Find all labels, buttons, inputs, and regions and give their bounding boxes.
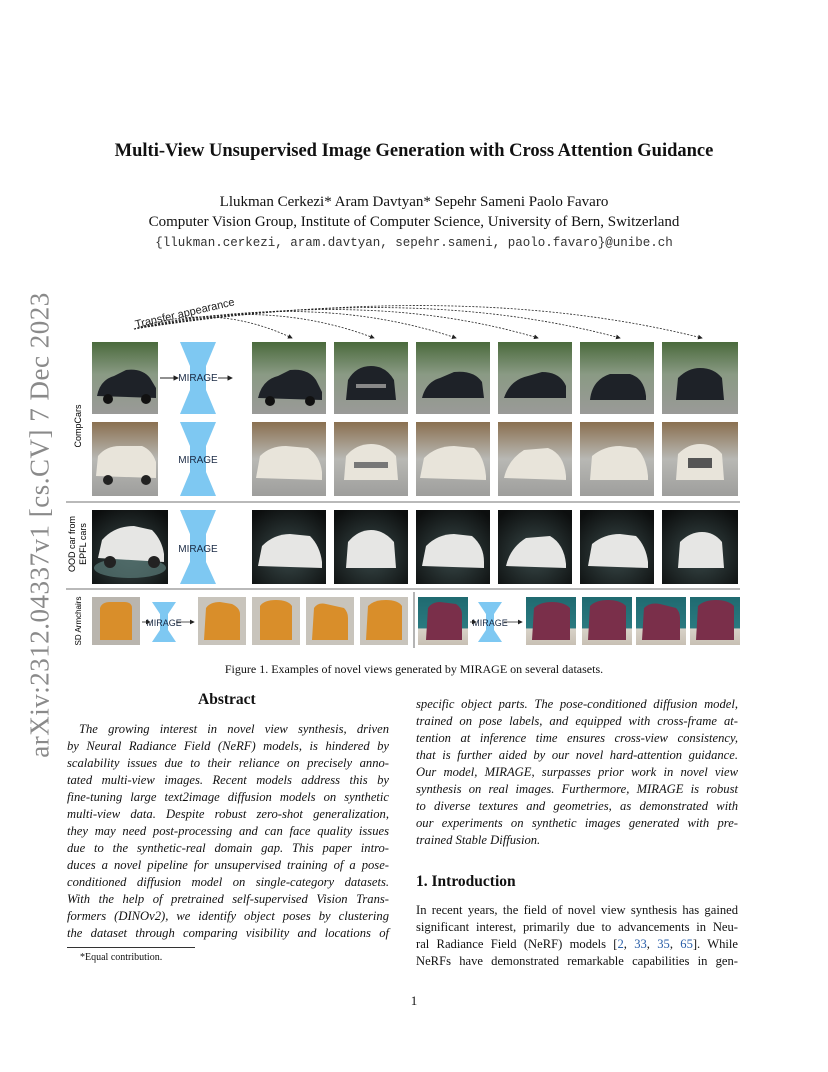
citation-link[interactable]: 65	[680, 937, 693, 951]
abstract-line: trained on pose labels, and equipped with cross-frame at-	[416, 714, 738, 728]
arxiv-id-text: arXiv:2312.04337v1 [cs.CV] 7 Dec 2023	[24, 292, 55, 758]
citation-link[interactable]: 2	[617, 937, 624, 951]
abstract-line: trained Stable Diffusion.	[416, 833, 541, 847]
citation-link[interactable]: 35	[657, 937, 670, 951]
abstract-line: tated multi-view images. Recent models address this by	[67, 773, 389, 787]
paper-emails: {llukman.cerkezi, aram.davtyan, sepehr.sameni, paolo.favaro}@unibe.ch	[155, 236, 673, 250]
abstract-line: fine-tuning large text2image diffusion models on synthetic	[67, 790, 389, 804]
abstract-line: they may need post-processing and can face quality issues	[67, 824, 389, 838]
intro-text: ral Radiance Field (NeRF) models [	[416, 937, 618, 951]
row-epfl-cars	[92, 510, 738, 584]
intro-text: ]. While	[692, 937, 739, 951]
abstract-heading: Abstract	[198, 691, 256, 708]
row-label-sd-armchairs: SD Armchairs	[74, 596, 83, 646]
abstract-line: Our model, MIRAGE, surpasses prior work in novel view	[416, 765, 738, 779]
abstract-line: by Neural Radiance Field (NeRF) models, is hindered by	[67, 739, 389, 753]
mirage-label: MIRAGE	[472, 618, 508, 628]
abstract-line: to diverse textures and geometries, as demonstrated with	[416, 799, 738, 813]
row-sd-armchairs	[92, 597, 740, 645]
figure-1	[64, 296, 744, 656]
figure-caption: Figure 1. Examples of novel views generated by MIRAGE on several datasets.	[224, 662, 604, 676]
abstract-line: formers (DINOv2), we identify object poses by clustering	[67, 909, 389, 923]
arxiv-identifier	[22, 290, 58, 760]
abstract-line: tention at inference time ensures cross-view consistency,	[416, 731, 738, 745]
transfer-appearance-label: Transfer appearance	[133, 296, 236, 331]
abstract-line: that is further aided by our novel hard-attention guidance.	[416, 748, 738, 762]
introduction-body	[416, 902, 738, 970]
abstract-line: the dataset through comparing visibility and locations of	[67, 926, 389, 940]
row-compcars-dark	[92, 342, 738, 414]
introduction-heading: 1. Introduction	[416, 873, 516, 890]
abstract-line: The growing interest in novel view synthesis, driven	[79, 722, 389, 736]
intro-line: ral Radiance Field (NeRF) models [2, 33, 35, 65]. While	[416, 937, 739, 951]
page-number: 1	[410, 993, 418, 1008]
abstract-line: specific object parts. The pose-conditioned diffusion model,	[416, 697, 738, 711]
abstract-line: duces a novel pipeline for unsupervised training of a pose-	[67, 858, 389, 872]
row-compcars-white	[92, 422, 738, 496]
paper-affiliation: Computer Vision Group, Institute of Computer Science, University of Bern, Switzerland	[148, 214, 680, 230]
abstract-line: our experiments on synthetic images generated with pre-	[416, 816, 738, 830]
abstract-line: synthesis on real images. Furthermore, MIRAGE is robust	[416, 782, 738, 796]
abstract-line: scalability issues due to their reliance on precisely anno-	[67, 756, 389, 770]
row-label-compcars: CompCars	[73, 404, 83, 448]
citation-link[interactable]: 33	[634, 937, 647, 951]
abstract-line: multi-view data. Despite robust zero-shot generalization,	[67, 807, 389, 821]
footnote: *Equal contribution.	[80, 952, 163, 963]
row-label-epfl: EPFL cars	[78, 523, 88, 565]
intro-line: In recent years, the field of novel view synthesis has gained	[416, 903, 738, 917]
row-label-ood: OOD car from	[67, 515, 77, 573]
figure-1-graphic	[64, 296, 744, 656]
intro-line: significant interest, primarily due to advancements in Neu-	[416, 920, 738, 934]
abstract-left-column	[67, 721, 389, 942]
mirage-label: MIRAGE	[146, 618, 182, 628]
abstract-line: due to the synthetic-real domain gap. This paper intro-	[67, 841, 389, 855]
mirage-label: MIRAGE	[178, 373, 218, 384]
abstract-right-column	[416, 696, 738, 849]
mirage-label: MIRAGE	[178, 544, 218, 555]
mirage-label: MIRAGE	[178, 455, 218, 466]
abstract-line: conditioned diffusion model on single-category datasets.	[67, 875, 389, 889]
abstract-line: With the help of pretrained self-supervised Vision Trans-	[67, 892, 389, 906]
paper-authors: Llukman Cerkezi* Aram Davtyan* Sepehr Sameni Paolo Favaro	[219, 194, 609, 210]
intro-line: NeRFs have demonstrated remarkable capabilities in gen-	[416, 954, 738, 968]
paper-title: Multi-View Unsupervised Image Generation with Cross Attention Guidance	[114, 141, 714, 161]
footnote-rule	[67, 947, 195, 948]
